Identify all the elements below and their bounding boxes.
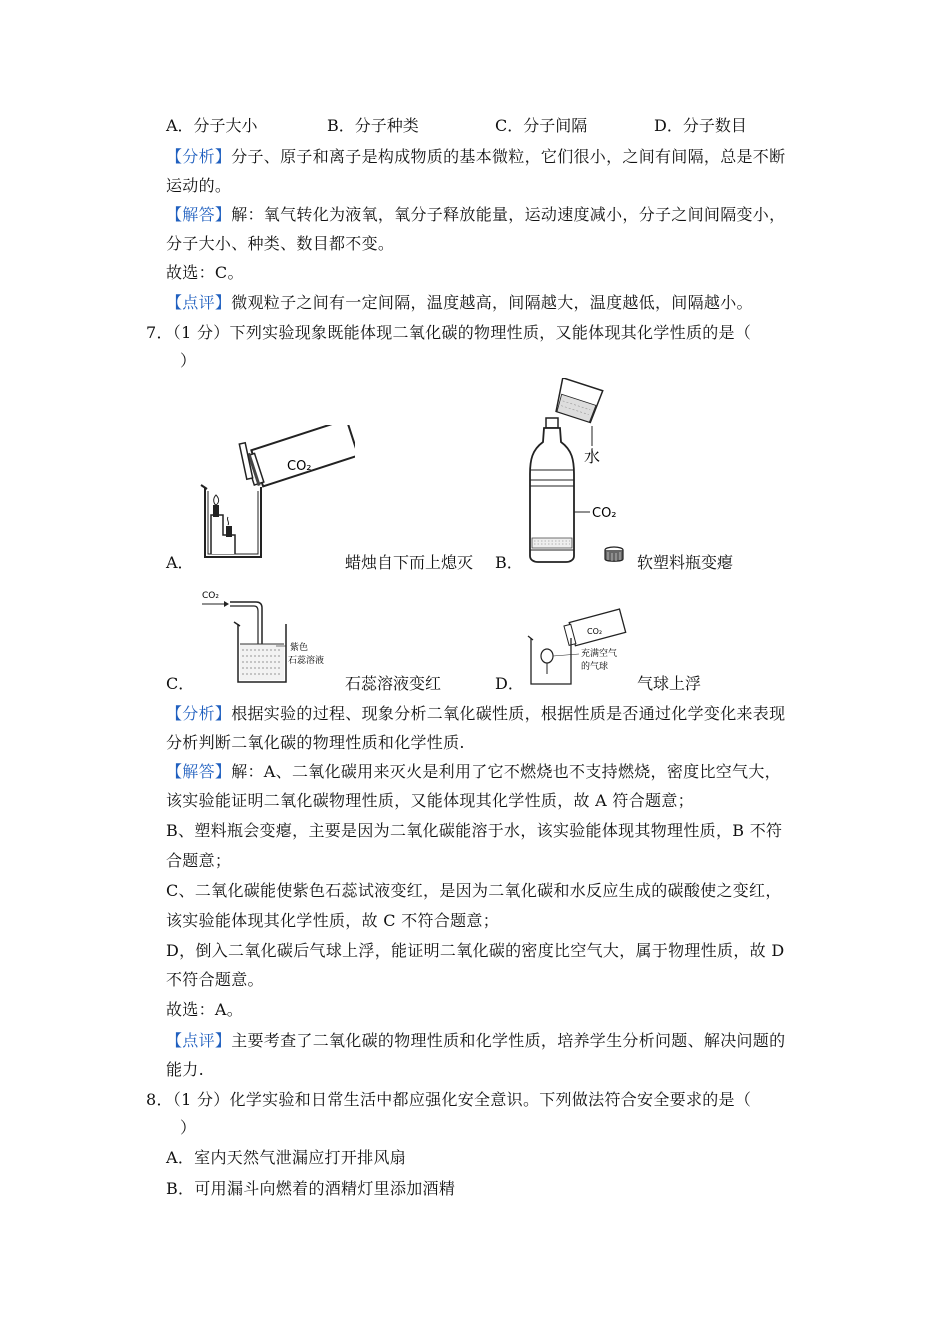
q7-stem-line-1: 7．（1 分）下列实验现象既能体现二氧化碳的物理性质，又能体现其化学性质的是（ bbox=[146, 323, 752, 342]
figure-b-co2-label: CO₂ bbox=[592, 506, 617, 521]
figure-c-label-1: 紫色 bbox=[290, 643, 309, 653]
q7-answer-line-1: 【解答】解：A、二氧化碳用来灭火是利用了它不燃烧也不支持燃烧，密度比空气大， bbox=[166, 762, 781, 781]
q8-stem-line-1: 8．（1 分）化学实验和日常生活中都应强化安全意识。下列做法符合安全要求的是（ bbox=[146, 1090, 752, 1109]
q7-answer-line-4: 合题意； bbox=[166, 851, 232, 870]
q7-answer-line-2: 该实验能证明二氧化碳物理性质，又能体现其化学性质，故 A 符合题意； bbox=[166, 791, 694, 810]
answer-tag: 【解答】 bbox=[166, 205, 232, 224]
q8-option-b: B．可用漏斗向燃着的酒精灯里添加酒精 bbox=[166, 1179, 456, 1198]
q7-comment-line-1: 【点评】主要考查了二氧化碳的物理性质和化学性质，培养学生分析问题、解决问题的 bbox=[166, 1031, 786, 1050]
q7-option-b-text: 软塑料瓶变瘪 bbox=[637, 553, 734, 572]
figure-a-candles-beaker bbox=[195, 425, 355, 565]
q6-choose: 故选：C。 bbox=[166, 263, 244, 282]
q6-option-a: A．分子大小 bbox=[166, 116, 258, 135]
figure-c-litmus-beaker bbox=[200, 586, 340, 686]
figure-d-label-2: 的气球 bbox=[581, 662, 609, 672]
q7-comment-line-2: 能力. bbox=[166, 1060, 204, 1079]
analysis-tag: 【分析】 bbox=[166, 147, 232, 166]
q7-analysis-line-2: 分析判断二氧化碳的物理性质和化学性质. bbox=[166, 733, 465, 752]
q6-comment: 【点评】微观粒子之间有一定间隔，温度越高，间隔越大，温度越低，间隔越小。 bbox=[166, 293, 753, 312]
q8-option-a: A．室内天然气泄漏应打开排风扇 bbox=[166, 1148, 407, 1167]
q7-option-c-label: C． bbox=[166, 674, 195, 693]
q7-answer-line-6: 该实验能体现其化学性质，故 C 不符合题意； bbox=[166, 911, 500, 930]
comment-tag: 【点评】 bbox=[166, 293, 232, 312]
q7-stem-line-2: ） bbox=[180, 351, 197, 370]
answer-tag: 【解答】 bbox=[166, 762, 232, 781]
q7-option-a-label: A． bbox=[166, 553, 194, 572]
q7-option-d-label: D． bbox=[495, 674, 524, 693]
q6-option-b: B．分子种类 bbox=[327, 116, 419, 135]
q6-answer-line-1: 【解答】解：氧气转化为液氧，氧分子释放能量，运动速度减小，分子之间间隔变小， bbox=[166, 205, 786, 224]
q7-answer-line-8: 不符合题意。 bbox=[166, 970, 264, 989]
q7-option-c-text: 石蕊溶液变红 bbox=[345, 674, 442, 693]
bottle-cap-icon bbox=[603, 546, 625, 564]
q6-answer-line-2: 分子大小、种类、数目都不变。 bbox=[166, 234, 395, 253]
q7-option-d-text: 气球上浮 bbox=[637, 674, 702, 693]
q8-stem-line-2: ） bbox=[180, 1118, 197, 1137]
figure-b-water-label: 水 bbox=[584, 447, 601, 466]
q6-option-d: D．分子数目 bbox=[654, 116, 747, 135]
figure-d-label-1: 充满空气 bbox=[581, 649, 618, 659]
q7-answer-line-7: D，倒入二氧化碳后气球上浮，能证明二氧化碳的密度比空气大，属于物理性质，故 D bbox=[166, 941, 785, 960]
q7-analysis-line-1: 【分析】根据实验的过程、现象分析二氧化碳性质，根据性质是否通过化学变化来表现 bbox=[166, 704, 786, 723]
figure-d-balloon-beaker bbox=[525, 608, 635, 690]
q7-answer-line-3: B、塑料瓶会变瘪，主要是因为二氧化碳能溶于水，该实验能体现其物理性质，B 不符 bbox=[166, 821, 783, 840]
figure-c-co2-label: CO₂ bbox=[202, 591, 219, 601]
analysis-tag: 【分析】 bbox=[166, 704, 232, 723]
q6-option-c: C．分子间隔 bbox=[495, 116, 588, 135]
q7-answer-line-5: C、二氧化碳能使紫色石蕊试液变红，是因为二氧化碳和水反应生成的碳酸使之变红， bbox=[166, 881, 782, 900]
q7-option-a-text: 蜡烛自下而上熄灭 bbox=[345, 553, 474, 572]
q6-analysis-line-1: 【分析】分子、原子和离子是构成物质的基本微粒，它们很小，之间有间隔，总是不断 bbox=[166, 147, 786, 166]
comment-tag: 【点评】 bbox=[166, 1031, 232, 1050]
q7-choose: 故选：A。 bbox=[166, 1000, 244, 1019]
figure-a-co2-label: CO₂ bbox=[287, 459, 312, 474]
q7-option-b-label: B． bbox=[495, 553, 523, 572]
figure-b-plastic-bottle bbox=[520, 378, 630, 570]
figure-d-co2-label: CO₂ bbox=[587, 627, 603, 636]
q6-analysis-line-2: 运动的。 bbox=[166, 176, 232, 195]
figure-c-label-2: 石蕊溶液 bbox=[288, 656, 325, 666]
